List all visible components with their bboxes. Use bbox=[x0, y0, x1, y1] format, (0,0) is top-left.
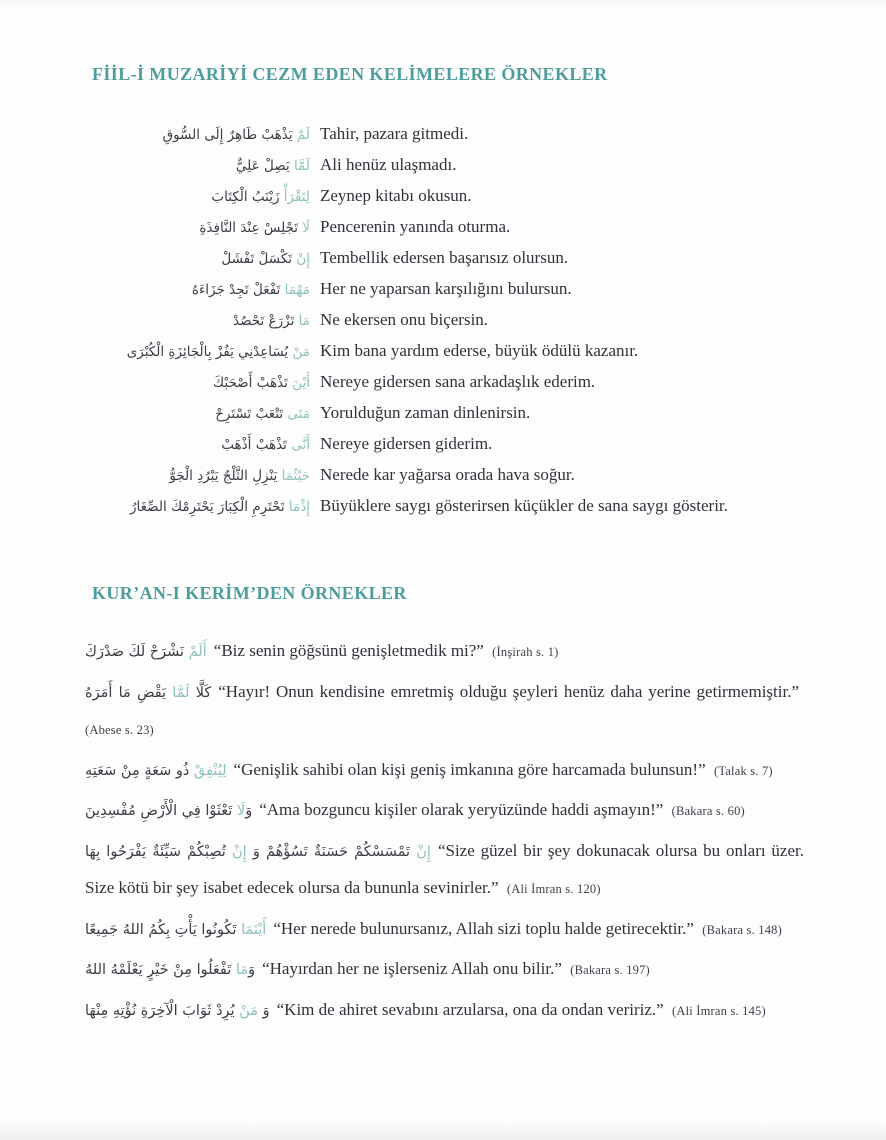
arabic-phrase bbox=[85, 499, 310, 515]
turkish-translation: Pencerenin yanında oturma. bbox=[320, 217, 511, 236]
turkish-translation: “Her nerede bulunursanız, Allah sizi toplu halde getirecektir.” bbox=[273, 918, 694, 938]
arabic-phrase bbox=[85, 406, 310, 422]
arabic-text: يَقْضِ مَا أَمَرَهُ bbox=[85, 684, 173, 701]
arabic-text: وَ bbox=[245, 803, 253, 819]
jussive-particle: أَلَمْ bbox=[188, 644, 207, 660]
arabic-text: يُسَاعِدْنِي يَفُزْ بِالْجَائِزَةِ الْكُبْرَى bbox=[126, 344, 293, 360]
jussive-particle: لَا bbox=[236, 803, 246, 819]
arabic-verse bbox=[85, 685, 211, 701]
jussive-particle: مَا bbox=[298, 313, 310, 329]
turkish-translation: Kim bana yardım ederse, büyük ödülü kazanır. bbox=[320, 341, 639, 360]
example-row bbox=[85, 341, 815, 372]
jussive-particle: مَتَى bbox=[287, 406, 310, 422]
example-row bbox=[85, 279, 815, 310]
arabic-text: يُرِدْ ثَوَابَ الْآخِرَةِ نُؤْتِهِ مِنْهَا bbox=[85, 1002, 240, 1019]
arabic-text: نَشْرَحْ لَكَ صَدْرَكَ bbox=[85, 644, 189, 660]
turkish-translation: Ali henüz ulaşmadı. bbox=[320, 155, 457, 174]
arabic-text: تَفْعَلْ تَجِدْ جَزَاءَهُ bbox=[191, 282, 285, 298]
arabic-text: يَذْهَبْ طَاهِرٌ إِلَى السُّوقِ bbox=[162, 127, 297, 143]
arabic-text: تَجْلِسْ عِنْدَ النَّافِذَةِ bbox=[199, 220, 303, 236]
jussive-particle: مَنْ bbox=[239, 1002, 258, 1019]
arabic-text: تَزْرَعْ تَحْصُدْ bbox=[233, 313, 299, 329]
turkish-translation: Büyüklere saygı gösterirsen küçükler de sana saygı gösterir. bbox=[320, 496, 728, 515]
jussive-particle: أَنَّى bbox=[291, 437, 310, 453]
arabic-verse bbox=[85, 1003, 270, 1019]
turkish-translation: “Genişlik sahibi olan kişi geniş imkanına göre harcamada bulunsun!” bbox=[233, 759, 706, 779]
turkish-translation: “Size güzel bir şey dokunacak olursa bu onları üzer. Size kötü bir şey isabet edecek olursa da bununla sevinirler.” bbox=[85, 840, 804, 897]
turkish-translation: Yorulduğun zaman dinlenirsin. bbox=[320, 403, 531, 422]
jussive-particle: إِنْ bbox=[296, 251, 310, 267]
example-row bbox=[85, 372, 815, 403]
turkish-translation: “Kim de ahiret sevabını arzularsa, ona da ondan veririz.” bbox=[276, 999, 664, 1019]
example-row bbox=[85, 434, 815, 465]
jussive-particle: إِنْ bbox=[231, 843, 247, 860]
turkish-translation: Nereye gidersen giderim. bbox=[320, 434, 493, 453]
jussive-particle: إِنْ bbox=[416, 843, 431, 860]
quran-examples-list bbox=[85, 633, 804, 1032]
turkish-translation: Tahir, pazara gitmedi. bbox=[320, 124, 469, 143]
quran-example bbox=[85, 792, 804, 830]
arabic-phrase bbox=[85, 313, 310, 329]
turkish-translation: Zeynep kitabı okusun. bbox=[320, 186, 472, 205]
quran-example bbox=[85, 992, 804, 1030]
example-row bbox=[85, 186, 815, 217]
turkish-translation: Nereye gidersen sana arkadaşlık ederim. bbox=[320, 372, 596, 391]
jussive-particle: لِيُنْفِقْ bbox=[193, 762, 227, 779]
example-row bbox=[85, 124, 815, 155]
quran-example bbox=[85, 833, 804, 908]
verse-reference: (Bakara s. 197) bbox=[566, 963, 650, 977]
arabic-text: تُصِبْكُمْ سَيِّئَةٌ يَفْرَحُوا بِهَا bbox=[85, 843, 232, 860]
arabic-verse bbox=[85, 962, 255, 978]
arabic-phrase bbox=[85, 189, 310, 205]
arabic-text: زَيْنَبُ الْكِتَابَ bbox=[211, 189, 284, 205]
arabic-phrase bbox=[85, 437, 310, 453]
example-row bbox=[85, 465, 815, 496]
turkish-translation: Ne ekersen onu biçersin. bbox=[320, 310, 489, 329]
turkish-translation: Her ne yaparsan karşılığını bulursun. bbox=[320, 279, 572, 298]
arabic-text: تَكُونُوا يَأْتِ بِكُمُ اللهُ جَمِيعًا bbox=[85, 921, 242, 938]
arabic-text: تَذْهَبْ أَصْحَبْكَ bbox=[213, 375, 293, 391]
quran-example bbox=[85, 951, 804, 989]
arabic-text: تَذْهَبْ أَذْهَبْ bbox=[221, 437, 292, 453]
arabic-text: يَصِلْ عَلِيٌّ bbox=[235, 158, 294, 174]
verse-reference: (Talak s. 7) bbox=[710, 763, 773, 778]
arabic-phrase bbox=[85, 375, 310, 391]
arabic-text: تَتْعَبْ تَسْتَرِحْ bbox=[215, 406, 288, 422]
jussive-particle: إِذْمَا bbox=[288, 499, 310, 515]
example-row bbox=[85, 310, 815, 341]
turkish-translation: Nerede kar yağarsa orada hava soğur. bbox=[320, 465, 575, 484]
quran-example bbox=[85, 911, 804, 949]
arabic-text: تَعْثَوْا فِي الْأَرْضِ مُفْسِدِينَ bbox=[85, 803, 237, 819]
arabic-text: تَحْتَرِمِ الْكِبَارَ يَحْتَرِمْكَ الصِّغَارُ bbox=[130, 499, 289, 515]
jussive-particle: أَيْنَ bbox=[292, 375, 310, 391]
jussive-particle: حَيْثُمَا bbox=[281, 468, 310, 484]
verse-reference: (Bakara s. 60) bbox=[668, 804, 745, 818]
quran-example bbox=[85, 674, 804, 749]
example-row bbox=[85, 403, 815, 434]
turkish-translation: “Hayırdan her ne işlerseniz Allah onu bilir.” bbox=[262, 959, 562, 978]
arabic-phrase bbox=[85, 468, 310, 484]
arabic-phrase bbox=[85, 220, 310, 236]
jussive-particle: مَهْمَا bbox=[284, 282, 310, 298]
arabic-text: وَ bbox=[248, 962, 256, 978]
verse-reference: (Ali İmran s. 145) bbox=[668, 1003, 766, 1018]
section-heading-quran: KUR’AN-I KERİM’DEN ÖRNEKLER bbox=[92, 583, 407, 603]
arabic-text: كَلَّا bbox=[189, 684, 212, 701]
turkish-translation: “Biz senin göğsünü genişletmedik mi?” bbox=[213, 641, 484, 660]
arabic-verse bbox=[85, 644, 207, 660]
quran-example bbox=[85, 752, 804, 790]
jussive-particle: لَا bbox=[302, 220, 310, 236]
turkish-translation: “Hayır! Onun kendisine emretmiş olduğu şeyleri henüz daha yerine getirmemiştir.” bbox=[218, 681, 799, 701]
arabic-phrase bbox=[85, 251, 310, 267]
verse-reference: (Bakara s. 148) bbox=[698, 922, 782, 937]
arabic-phrase bbox=[85, 282, 310, 298]
example-row bbox=[85, 248, 815, 279]
arabic-text: تَكْسَلْ تَفْشَلْ bbox=[221, 251, 297, 267]
section-heading-examples: FİİL-İ MUZARİYİ CEZM EDEN KELİMELERE ÖRNEKLER bbox=[92, 64, 608, 84]
arabic-text: ذُو سَعَةٍ مِنْ سَعَتِهِ bbox=[85, 762, 194, 779]
arabic-phrase bbox=[85, 344, 310, 360]
arabic-text: تَمْسَسْكُمْ حَسَنَةٌ تَسُؤْهُمْ وَ bbox=[246, 843, 417, 860]
example-row bbox=[85, 155, 815, 186]
arabic-text: وَ bbox=[258, 1002, 270, 1019]
verse-reference: (Ali İmran s. 120) bbox=[503, 882, 601, 896]
jussive-particle: مَا bbox=[235, 962, 249, 978]
jussive-particle: أَيْنَمَا bbox=[241, 921, 267, 938]
jussive-particle: لَمَّا bbox=[293, 158, 310, 174]
arabic-phrase bbox=[85, 158, 310, 174]
jussive-particle: لَمْ bbox=[296, 127, 310, 143]
arabic-text: يَنْزِلِ الثَّلْجُ يَبْرُدِ الْجَوُّ bbox=[169, 468, 282, 484]
verse-reference: (Abese s. 23) bbox=[85, 723, 154, 737]
jussive-particle: لِتَقْرَأْ bbox=[283, 189, 310, 205]
turkish-translation: Tembellik edersen başarısız olursun. bbox=[320, 248, 569, 267]
arabic-verse bbox=[85, 844, 431, 860]
arabic-phrase bbox=[85, 127, 310, 143]
quran-example bbox=[85, 633, 804, 671]
arabic-verse bbox=[85, 763, 227, 779]
arabic-text: تَفْعَلُوا مِنْ خَيْرٍ يَعْلَمْهُ اللهُ bbox=[85, 962, 236, 978]
arabic-verse bbox=[85, 803, 252, 819]
arabic-verse bbox=[85, 922, 266, 938]
example-row bbox=[85, 496, 815, 527]
examples-list bbox=[85, 124, 815, 527]
example-row bbox=[85, 217, 815, 248]
turkish-translation: “Ama bozguncu kişiler olarak yeryüzünde haddi aşmayın!” bbox=[259, 800, 664, 819]
verse-reference: (İnşirah s. 1) bbox=[488, 645, 559, 659]
jussive-particle: لَمَّا bbox=[172, 684, 190, 701]
jussive-particle: مَنْ bbox=[292, 344, 310, 360]
